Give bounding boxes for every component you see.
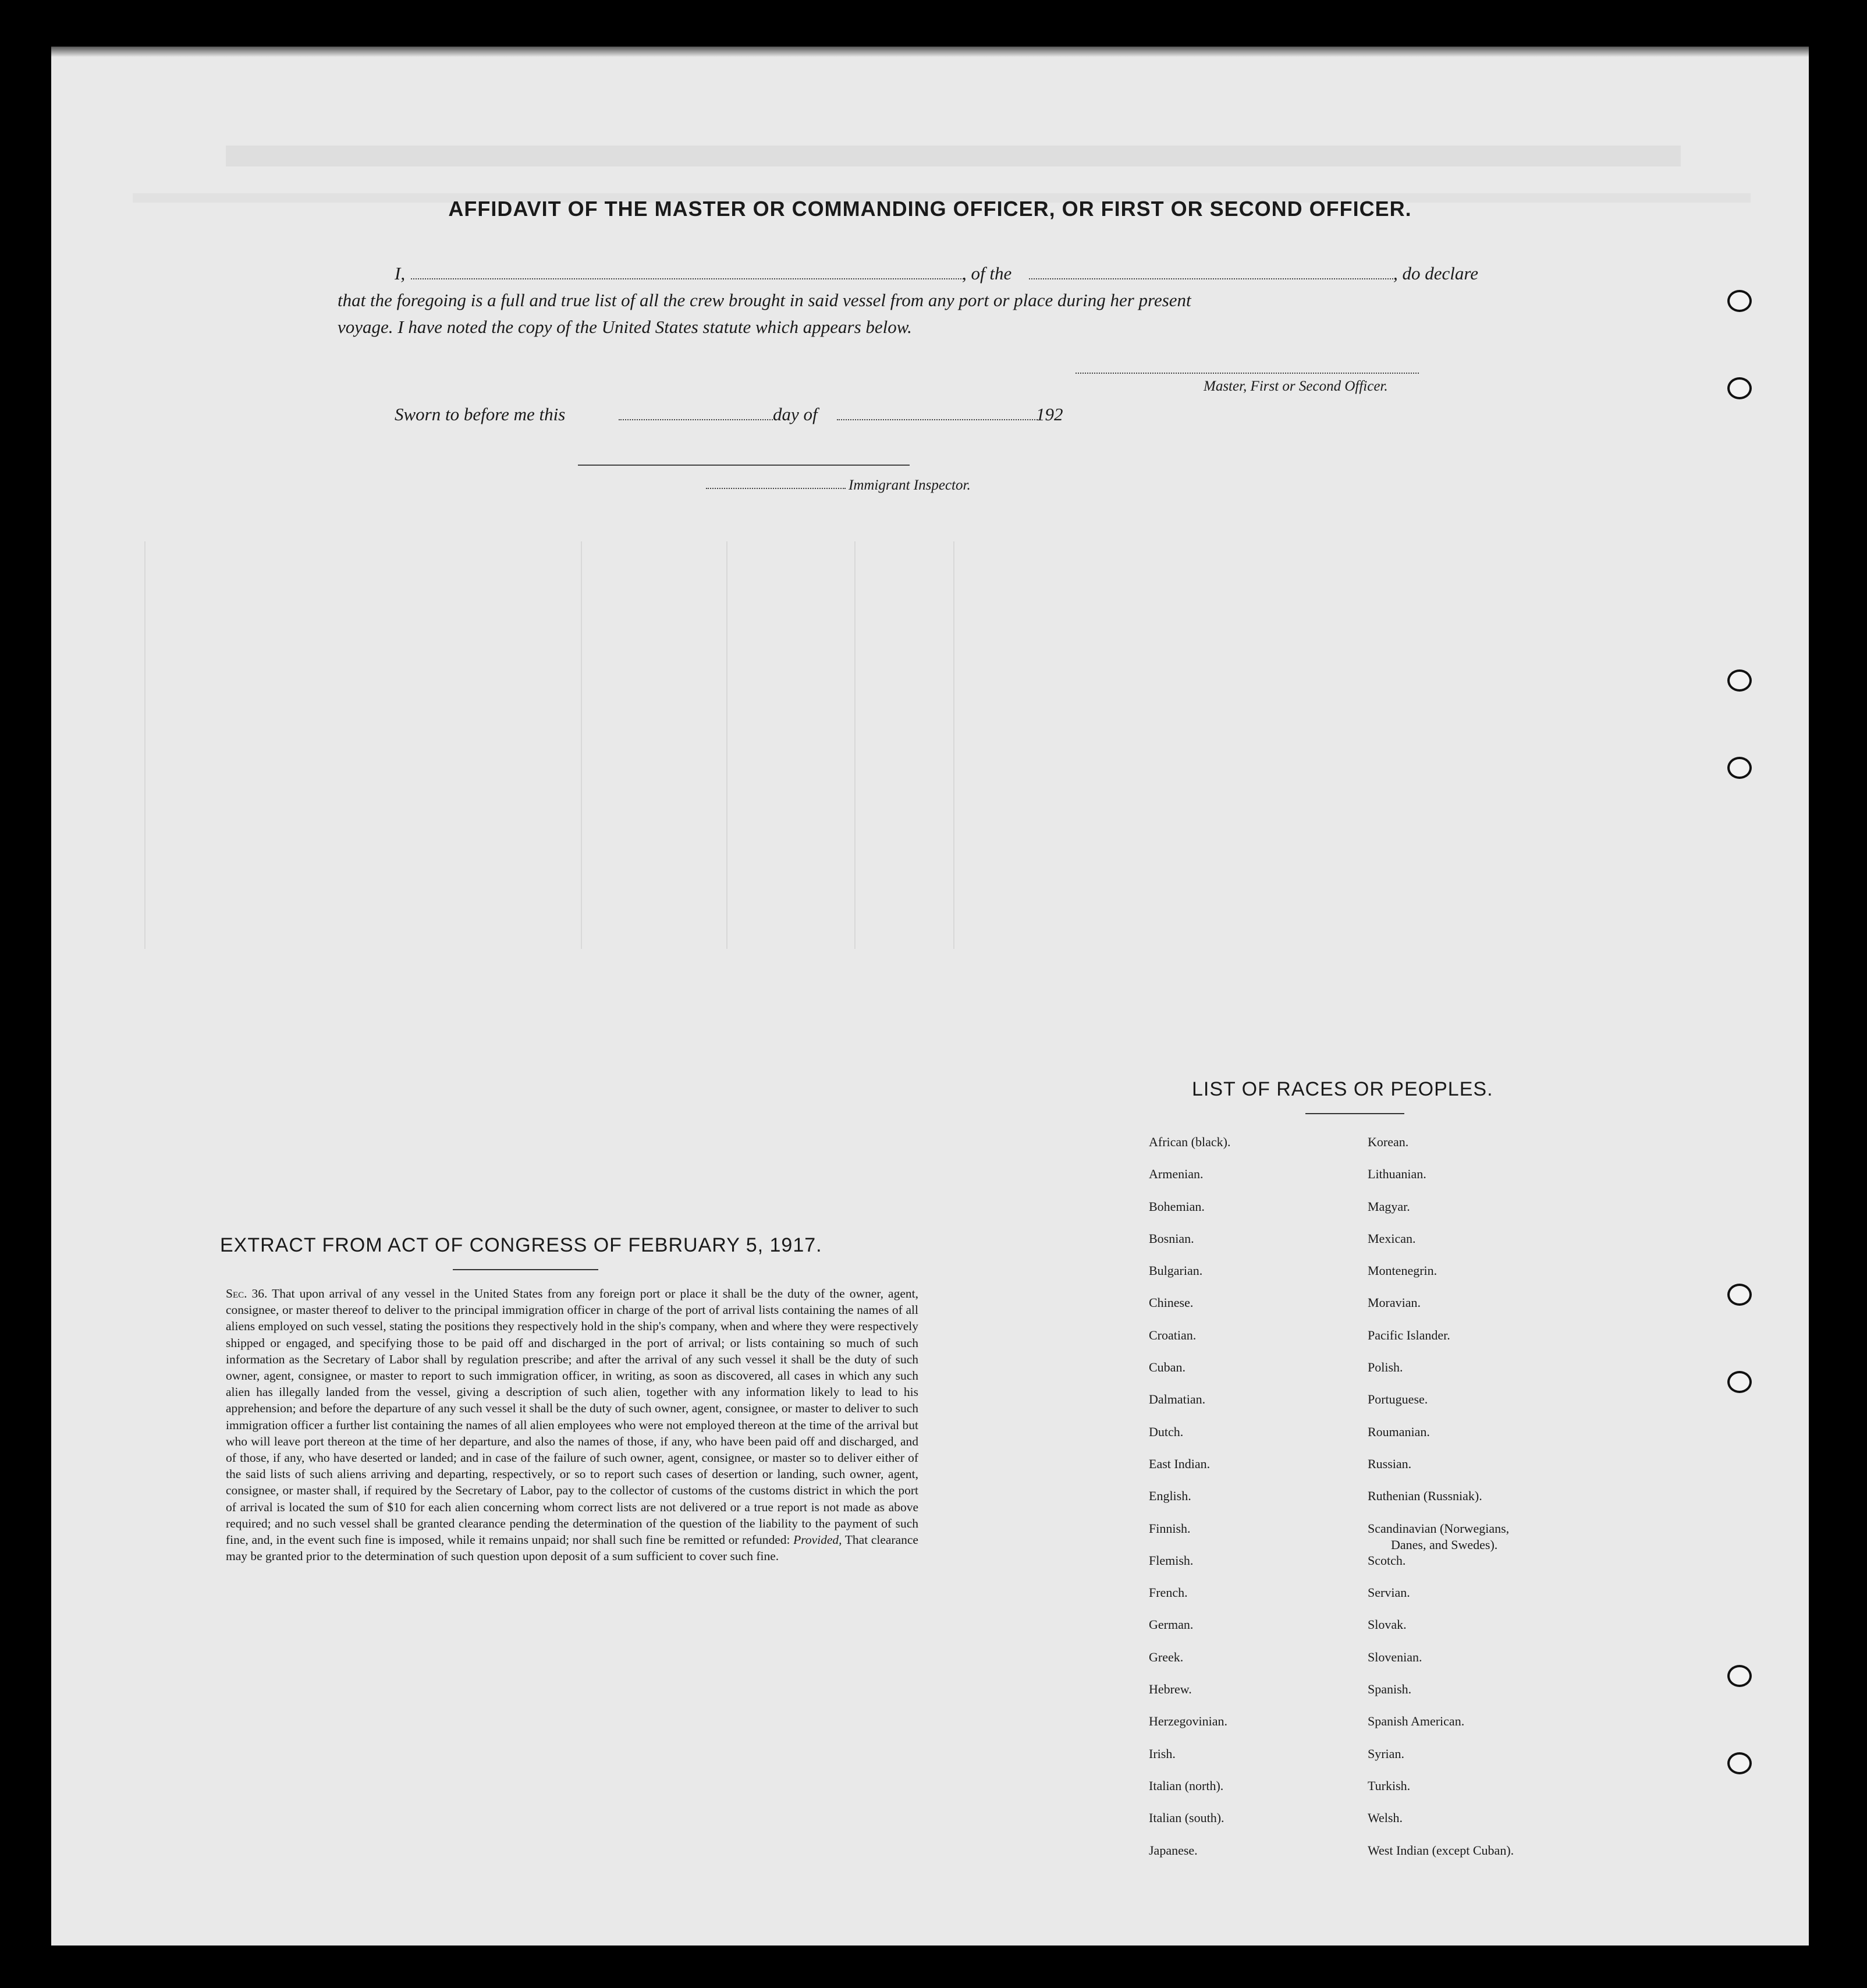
races-title: LIST OF RACES OR PEOPLES. [1192,1078,1493,1100]
master-signature-label: Master, First or Second Officer. [1204,378,1388,394]
race-item: Italian (south). [1149,1810,1224,1826]
master-signature-field[interactable] [1076,373,1419,374]
race-item: Spanish. [1368,1682,1412,1697]
race-item: Turkish. [1368,1778,1411,1793]
race-item: Korean. [1368,1135,1409,1149]
sworn-label: Sworn to before me this [395,404,566,424]
race-item: Mexican. [1368,1231,1416,1246]
affidavit-of-the: , of the [962,263,1012,284]
race-item: Magyar. [1368,1199,1410,1214]
bleed-through-column [726,541,727,949]
section-body-end: That clearance may be granted prior to the determination of such question upon deposit of a sum sufficient to cover such fine. [226,1533,918,1564]
race-item: Flemish. [1149,1553,1194,1568]
race-item: Finnish. [1149,1521,1191,1536]
sworn-month-field[interactable] [837,419,1038,420]
race-item: West Indian (except Cuban). [1368,1842,1514,1858]
race-item: Montenegrin. [1368,1263,1437,1278]
race-item: Lithuanian. [1368,1167,1426,1182]
race-item: Italian (north). [1149,1778,1224,1793]
bleed-through-column [953,541,954,949]
affidavit-i-label: I, [395,263,406,284]
punch-hole-icon [1727,1752,1752,1774]
race-item: Ruthenian (Russniak). [1368,1489,1482,1504]
race-item: English. [1149,1489,1191,1504]
race-item: Herzegovinian. [1149,1714,1227,1729]
affidavit-title: AFFIDAVIT OF THE MASTER OR COMMANDING OFFICER, OR FIRST OR SECOND OFFICER. [448,197,1412,221]
bleed-through-column [854,541,856,949]
vessel-name-field[interactable] [1029,278,1396,279]
punch-hole-icon [1727,1665,1752,1687]
extract-title: EXTRACT FROM ACT OF CONGRESS OF FEBRUARY 5, 1917. [220,1234,822,1256]
section-body: That upon arrival of any vessel in the United States from any foreign port or place it shall be the duty of the owner, agent, consignee, or master thereof to deliver to the principal immigration officer in charge of the port of arrival lists containing the names of all aliens employed on such vessel, stating the positions they respectively hold in the ship's company, when and where they were respectively shipped or engaged, and specifying those to be paid off and discharged in the port of arrival; or lists containing so much of such information as the Secretary of Labor shall by regulation prescribe; and after the arrival of any such vessel it shall be the duty of such owner, agent, consignee, or master to report to such immigration officer, in writing, as soon as discovered, all cases in which any such alien has illegally landed from the vessel, giving a description of such alien, together with any information likely to lead to his apprehension; and before the departure of any such vessel it shall be the duty of such owner, agent, consignee, or master to deliver to such immigration officer a further list containing the names of all alien employees who were not employed thereon at the time of the arrival but who will leave port thereon at the time of her departure, and also the names of those, if any, who have been paid off and discharged, and of those, if any, who have deserted or landed; and in case of the failure of such owner, agent, consignee, or master so to deliver either of the said lists of such aliens arriving and departing, respectively, or so to report such cases of desertion or landing, such owner, agent, consignee, or master shall, if required by the Secretary of Labor, pay to the collector of customs of the customs district in which the port of arrival is located the sum of $10 for each alien concerning whom correct lists are not delivered or a true report is not made as above required; and no such vessel shall be granted clearance pending the determination of the question of the liability to the payment of such fine, and, in the event such fine is imposed, while it remains unpaid; nor shall such fine be remitted or refunded: [226,1287,918,1547]
extract-rule [453,1269,598,1270]
race-item: Roumanian. [1368,1424,1430,1439]
race-item: Dutch. [1149,1424,1184,1439]
section-label: Sec. 36. [226,1287,268,1300]
race-item: Cuban. [1149,1360,1185,1375]
race-scandinavian: Scandinavian (Norwegians, [1368,1521,1510,1536]
race-item: Slovenian. [1368,1649,1422,1664]
document-page [51,47,1809,1946]
race-item: Scotch. [1368,1553,1406,1568]
race-item: Pacific Islander. [1368,1327,1450,1342]
races-right-column [1368,1134,1514,1874]
punch-hole-icon [1727,757,1752,779]
race-item: African (black). [1149,1135,1231,1149]
inspector-signature-line [578,465,910,466]
race-item: Chinese. [1149,1295,1194,1310]
race-item: Welsh. [1368,1810,1403,1826]
race-item: Hebrew. [1149,1682,1192,1697]
race-item: East Indian. [1149,1456,1211,1471]
race-scandinavian-cont: Danes, and Swedes). [1391,1537,1498,1552]
bleed-through-column [581,541,582,949]
race-item: Bulgarian. [1149,1263,1203,1278]
race-item: Servian. [1368,1585,1410,1600]
punch-hole-icon [1727,1284,1752,1306]
race-item: German. [1149,1617,1194,1632]
affidavit-do-declare: , do declare [1393,263,1479,284]
race-item: Irish. [1149,1746,1176,1761]
race-item: Polish. [1368,1360,1403,1375]
race-item: Slovak. [1368,1617,1407,1632]
races-left-column [1149,1134,1230,1874]
race-item: Croatian. [1149,1327,1197,1342]
races-rule [1305,1113,1404,1114]
race-item: Japanese. [1149,1842,1198,1858]
sworn-day-field[interactable] [619,419,773,420]
inspector-label: Immigrant Inspector. [849,477,971,493]
page-edge-shadow [51,47,1809,57]
race-item: Russian. [1368,1456,1412,1471]
race-item: French. [1149,1585,1188,1600]
punch-hole-icon [1727,290,1752,312]
race-item: Syrian. [1368,1746,1404,1761]
race-item: Spanish American. [1368,1714,1465,1729]
race-item [1368,1521,1514,1553]
race-item: Dalmatian. [1149,1392,1206,1407]
bleed-through-column [144,541,145,949]
year-prefix: 192 [1036,404,1063,424]
punch-hole-icon [1727,377,1752,399]
affidavit-line-3: voyage. I have noted the copy of the United States statute which appears below. [338,317,912,337]
punch-hole-icon [1727,1371,1752,1393]
race-item: Bohemian. [1149,1199,1205,1214]
race-item: Bosnian. [1149,1231,1194,1246]
punch-hole-icon [1727,669,1752,692]
affidavit-line-2: that the foregoing is a full and true list of all the crew brought in said vessel from any port or place during her present [338,290,1191,310]
master-name-field[interactable] [411,278,964,279]
provided-word: Provided, [793,1533,842,1547]
race-item: Greek. [1149,1649,1184,1664]
race-item: Armenian. [1149,1167,1204,1182]
day-of-label: day of [773,404,818,424]
bleed-through-header [226,146,1681,166]
race-item: Moravian. [1368,1295,1421,1310]
inspector-name-field[interactable] [706,488,846,489]
race-item: Portuguese. [1368,1392,1428,1407]
section-36-text [226,1285,918,1564]
